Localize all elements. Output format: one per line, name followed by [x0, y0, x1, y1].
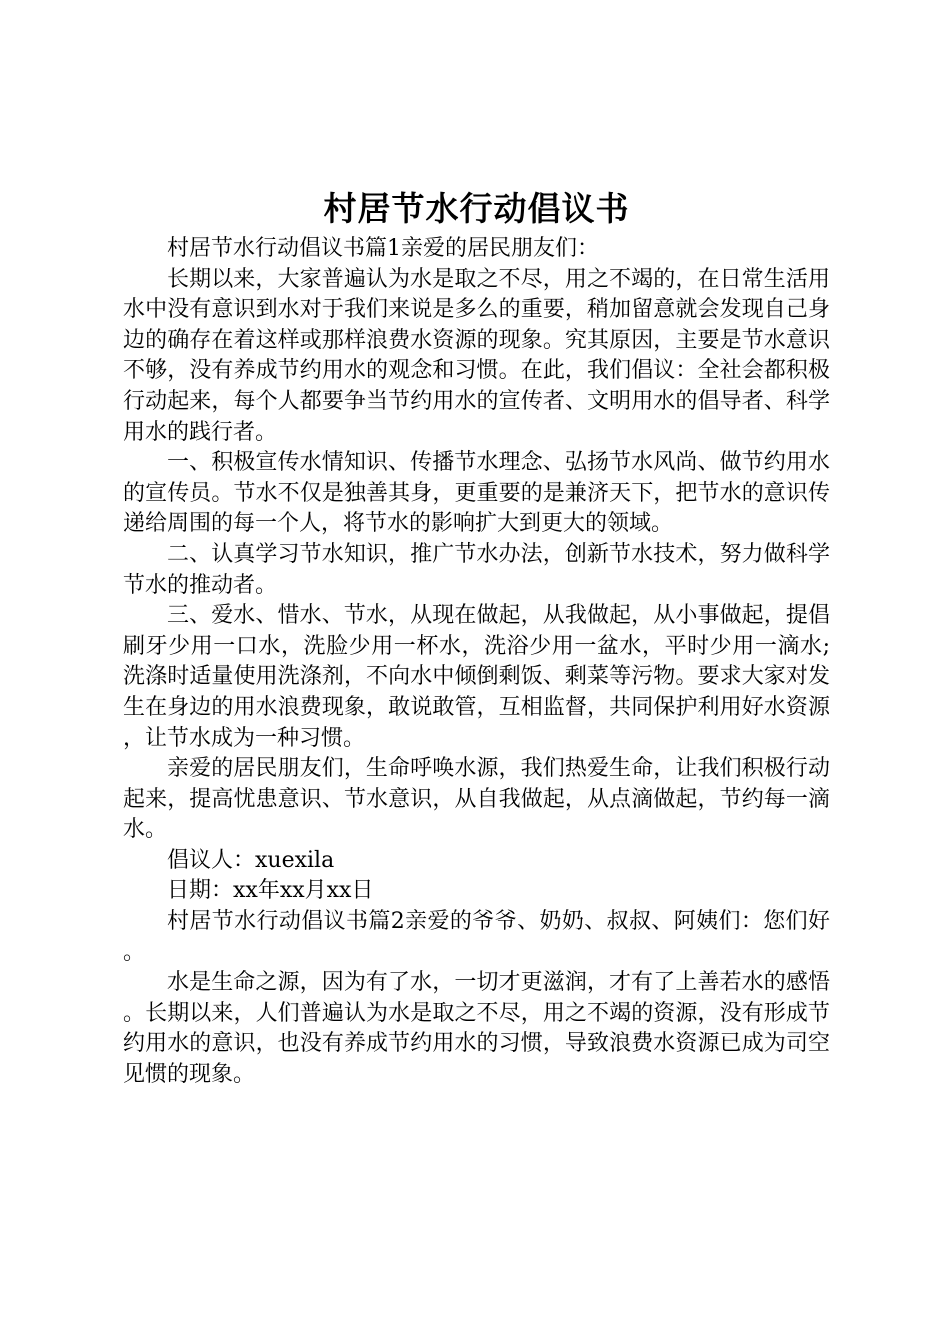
document-title: 村居节水行动倡议书	[323, 189, 630, 228]
paragraph-point-1: 一、积极宣传水情知识、传播节水理念、弘扬节水风尚、做节约用水的宣传员。节水不仅是独善其身，更重要的是兼济天下，把节水的意识传递给周围的每一个人，将节水的影响扩大到更大的领域。	[123, 450, 830, 537]
paragraph-closing: 亲爱的居民朋友们，生命呼唤水源，我们热爱生命，让我们积极行动起来，提高忧患意识、节水意识，从自我做起，从点滴做起，节约每一滴水。	[123, 756, 830, 843]
signature-line: 倡议人：xuexila	[167, 847, 335, 873]
paragraph-greeting-1: 村居节水行动倡议书篇1亲爱的居民朋友们：	[167, 236, 599, 261]
paragraph-section-2-intro: 水是生命之源，因为有了水，一切才更滋润，才有了上善若水的感悟。长期以来，人们普遍认为水是取之不尽，用之不竭的资源，没有形成节约用水的意识，也没有养成节约用水的习惯，导致浪费水资源已成为司空见惯的现象。	[123, 970, 830, 1088]
paragraph-greeting-2: 村居节水行动倡议书篇2亲爱的爷爷、奶奶、叔叔、阿姨们：您们好。	[123, 909, 830, 965]
paragraph-point-2: 二、认真学习节水知识，推广节水办法，创新节水技术，努力做科学节水的推动者。	[123, 541, 830, 598]
date-line: 日期：xx年xx月xx日	[167, 878, 374, 904]
document-body	[123, 186, 830, 1091]
paragraph-intro: 长期以来，大家普遍认为水是取之不尽，用之不竭的，在日常生活用水中没有意识到水对于我们来说是多么的重要，稍加留意就会发现自己身边的确存在着这样或那样浪费水资源的现象。究其原因，主要是节水意识不够，没有养成节约用水的观念和习惯。在此，我们倡议：全社会都积极行动起来，每个人都要争当节约用水的宣传者、文明用水的倡导者、科学用水的践行者。	[123, 266, 830, 445]
paragraph-point-3: 三、爱水、惜水、节水，从现在做起，从我做起，从小事做起，提倡刷牙少用一口水，洗脸少用一杯水，洗浴少用一盆水，平时少用一滴水;洗涤时适量使用洗涤剂，不向水中倾倒剩饭、剩菜等污物。要求大家对发生在身边的用水浪费现象，敢说敢管，互相监督，共同保护利用好水资源，让节水成为一种习惯。	[123, 603, 830, 751]
